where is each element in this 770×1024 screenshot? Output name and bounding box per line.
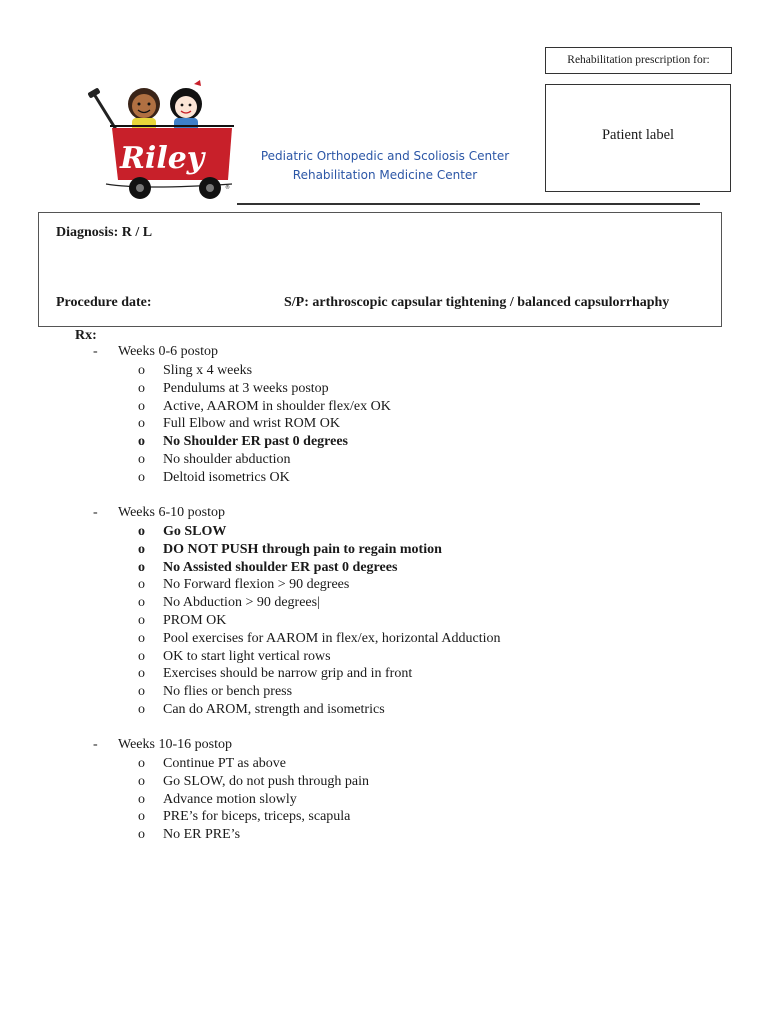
diagnosis-box bbox=[38, 212, 722, 327]
bullet-marker: o bbox=[138, 541, 145, 557]
section-heading bbox=[93, 737, 232, 753]
bullet-marker: o bbox=[138, 648, 145, 664]
item-list bbox=[138, 523, 501, 719]
list-item-text: No flies or bench press bbox=[163, 684, 293, 700]
list-item bbox=[138, 398, 391, 416]
list-item-text: Sling x 4 weeks bbox=[163, 363, 253, 378]
list-item bbox=[138, 612, 501, 630]
list-item-text: No Shoulder ER past 0 degrees bbox=[163, 434, 349, 450]
list-item bbox=[138, 362, 391, 380]
list-item bbox=[138, 648, 501, 666]
list-item bbox=[138, 683, 501, 701]
bullet-marker: o bbox=[138, 380, 145, 396]
bullet-marker: o bbox=[138, 363, 145, 378]
prescription-for-box bbox=[545, 47, 732, 74]
bullet-marker: o bbox=[138, 756, 145, 771]
list-item-text: No Abduction > 90 degrees| bbox=[163, 595, 320, 611]
list-item-text: OK to start light vertical rows bbox=[163, 648, 331, 664]
bullet-marker: o bbox=[138, 684, 145, 700]
list-item-text: Go SLOW bbox=[163, 524, 227, 539]
logo-mark: ® bbox=[225, 185, 230, 191]
list-item bbox=[138, 415, 391, 433]
list-item-text: Active, AAROM in shoulder flex/ex OK bbox=[163, 398, 391, 414]
section-heading-text: Weeks 0-6 postop bbox=[118, 344, 218, 359]
list-item-text: No Forward flexion > 90 degrees bbox=[163, 577, 350, 593]
list-item-text: No shoulder abduction bbox=[163, 451, 291, 467]
dash-marker: - bbox=[93, 737, 98, 752]
list-item bbox=[138, 451, 391, 469]
section-heading bbox=[93, 344, 218, 360]
section-heading bbox=[93, 505, 225, 521]
patient-label-box bbox=[545, 84, 731, 192]
list-item-text: No ER PRE’s bbox=[163, 827, 241, 843]
list-item-text: Advance motion slowly bbox=[163, 791, 297, 807]
list-item bbox=[138, 701, 501, 719]
bullet-marker: o bbox=[138, 791, 145, 807]
list-item-text: No Assisted shoulder ER past 0 degrees bbox=[163, 559, 398, 575]
list-item bbox=[138, 541, 501, 559]
dash-marker: - bbox=[93, 344, 98, 359]
list-item-text: Pendulums at 3 weeks postop bbox=[163, 380, 329, 396]
bullet-marker: o bbox=[138, 451, 145, 467]
header-divider bbox=[237, 203, 700, 205]
item-list bbox=[138, 362, 391, 487]
list-item-text: DO NOT PUSH through pain to regain motion bbox=[163, 541, 442, 557]
center-name-line1: Pediatric Orthopedic and Scoliosis Center bbox=[260, 149, 510, 163]
bullet-marker: o bbox=[138, 559, 145, 575]
item-list bbox=[138, 755, 369, 844]
diagnosis-label: Diagnosis: R / L bbox=[56, 225, 153, 240]
bullet-marker: o bbox=[138, 434, 145, 450]
bullet-marker: o bbox=[138, 612, 145, 628]
list-item-text: Continue PT as above bbox=[163, 756, 287, 771]
status-post-procedure: S/P: arthroscopic capsular tightening / balanced capsulorrhaphy bbox=[284, 295, 670, 310]
riley-wagon-logo bbox=[82, 76, 242, 204]
list-item-text: Deltoid isometrics OK bbox=[163, 469, 290, 485]
bullet-marker: o bbox=[138, 524, 145, 539]
bullet-marker: o bbox=[138, 827, 145, 843]
bullet-marker: o bbox=[138, 595, 145, 611]
list-item-text: Can do AROM, strength and isometrics bbox=[163, 701, 385, 717]
dash-marker: - bbox=[93, 505, 98, 520]
bullet-marker: o bbox=[138, 701, 145, 717]
list-item-text: PRE’s for biceps, triceps, scapula bbox=[163, 809, 351, 825]
rx-title: Rx: bbox=[75, 328, 97, 343]
procedure-date-label: Procedure date: bbox=[56, 295, 152, 310]
bullet-marker: o bbox=[138, 666, 145, 682]
list-item bbox=[138, 808, 369, 826]
patient-label-text: Patient label bbox=[601, 127, 675, 143]
list-item-text: Go SLOW, do not push through pain bbox=[163, 773, 369, 789]
center-name-line2: Rehabilitation Medicine Center bbox=[292, 168, 478, 182]
section-heading-text: Weeks 6-10 postop bbox=[118, 505, 225, 520]
list-item-text: PROM OK bbox=[163, 612, 227, 628]
bullet-marker: o bbox=[138, 630, 145, 646]
list-item bbox=[138, 594, 501, 612]
list-item bbox=[138, 433, 391, 451]
bullet-marker: o bbox=[138, 398, 145, 414]
list-item bbox=[138, 469, 391, 487]
bullet-marker: o bbox=[138, 577, 145, 593]
list-item bbox=[138, 826, 369, 844]
list-item bbox=[138, 380, 391, 398]
list-item bbox=[138, 523, 501, 541]
bullet-marker: o bbox=[138, 416, 145, 432]
list-item bbox=[138, 773, 369, 791]
bullet-marker: o bbox=[138, 469, 145, 485]
prescription-for-label: Rehabilitation prescription for: bbox=[567, 54, 710, 66]
list-item bbox=[138, 665, 501, 683]
list-item-text: Exercises should be narrow grip and in front bbox=[163, 666, 413, 682]
list-item bbox=[138, 791, 369, 809]
bullet-marker: o bbox=[138, 809, 145, 825]
section-heading-text: Weeks 10-16 postop bbox=[118, 737, 232, 752]
list-item bbox=[138, 576, 501, 594]
list-item bbox=[138, 755, 369, 773]
list-item bbox=[138, 559, 501, 577]
list-item-text: Pool exercises for AAROM in flex/ex, horizontal Adduction bbox=[163, 630, 501, 646]
logo-wordmark: Riley bbox=[120, 141, 205, 176]
list-item-text: Full Elbow and wrist ROM OK bbox=[163, 416, 340, 432]
list-item bbox=[138, 630, 501, 648]
bullet-marker: o bbox=[138, 773, 145, 789]
